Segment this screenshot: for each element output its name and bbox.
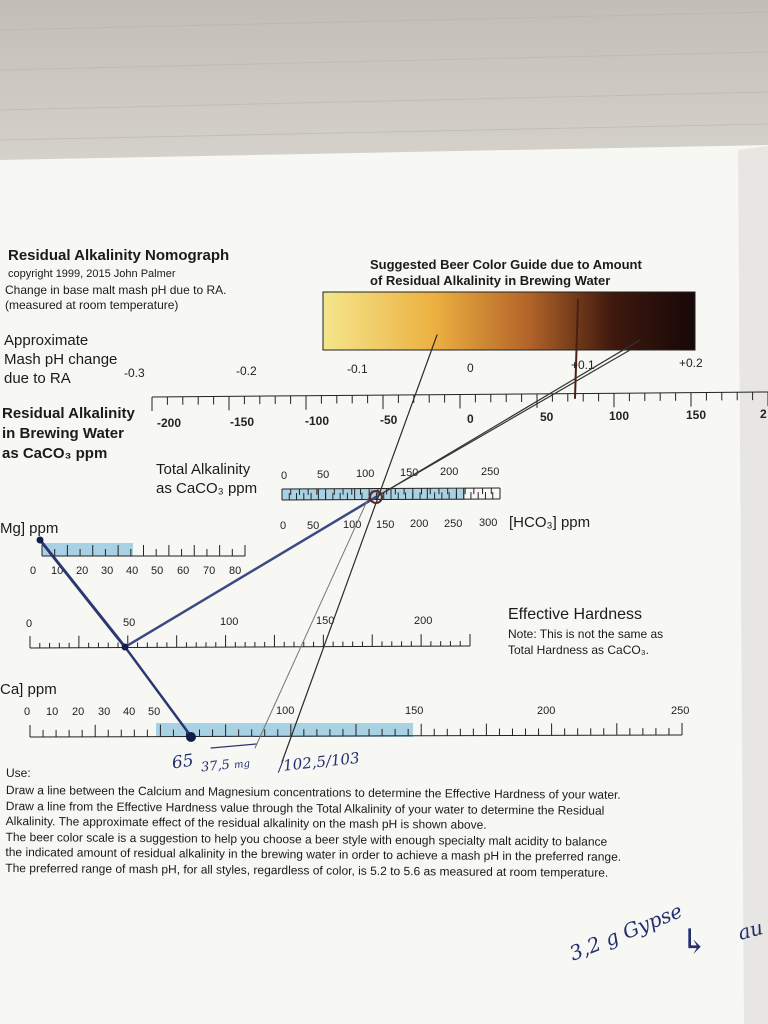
ta-tick: 50	[317, 469, 330, 481]
color-guide-title-2: of Residual Alkalinity in Brewing Water	[370, 273, 611, 288]
ca-tick: 50	[148, 706, 161, 718]
eh-point	[122, 644, 129, 651]
usage-line: the indicated amount of residual alkalinity in the brewing water in order to achieve a mash pH in the preferred range.	[5, 845, 622, 865]
ca-tick: 0	[24, 706, 31, 718]
ca-tick: 40	[123, 706, 136, 718]
copyright: copyright 1999, 2015 John Palmer	[8, 268, 176, 280]
usage-line: Draw a line from the Effective Hardness value through the Total Alkalinity of your water to determine the Residual	[5, 798, 605, 818]
ra-tick: 100	[609, 409, 630, 423]
ra-tick: 50	[540, 410, 554, 424]
diff-arrow	[211, 744, 256, 748]
ra-label-3: as CaCO₃ ppm	[2, 445, 108, 462]
color-marker-line	[575, 300, 578, 398]
ph-tick: -0.1	[347, 362, 368, 376]
hand-corner: au	[735, 915, 766, 945]
eh-note-2: Total Hardness as CaCO₃.	[508, 643, 649, 657]
ca-tick: 150	[405, 705, 424, 717]
ra-tick: 0	[467, 412, 474, 426]
ra-label-2: in Brewing Water	[2, 425, 124, 442]
ta-tick: 250	[481, 466, 500, 478]
ra-label-1: Residual Alkalinity	[2, 405, 135, 422]
subtitle-line-2: (measured at room temperature)	[5, 298, 179, 312]
ca-tick: 100	[276, 705, 295, 717]
hand-ca-target: /102,5/103	[277, 748, 361, 776]
ra-tick: -150	[230, 415, 255, 429]
hco3-tick: 50	[307, 520, 320, 532]
ca-pencil-line	[255, 490, 372, 748]
mg-tick: 50	[151, 565, 164, 577]
hco3-tick: 200	[410, 518, 429, 530]
ph-tick: -0.2	[236, 364, 257, 378]
eh-to-ta-line	[125, 497, 376, 647]
ta-tick: 200	[440, 466, 459, 478]
ra-tick: 2	[760, 407, 767, 421]
eh-note-1: Note: This is not the same as	[508, 627, 664, 641]
ca-label: Ca] ppm	[0, 681, 57, 698]
hco3-tick: 300	[479, 517, 498, 529]
eh-tick: 100	[220, 616, 239, 628]
ra-tick: -200	[157, 416, 182, 430]
ph-tick: -0.3	[124, 366, 145, 380]
hco3-label: [HCO₃] ppm	[509, 514, 591, 531]
hco3-tick: 100	[343, 519, 362, 531]
eh-to-ca-line	[125, 647, 190, 735]
mg-tick: 70	[203, 565, 216, 577]
ta-tick: 150	[400, 467, 419, 479]
ph-label-2: Mash pH change	[4, 351, 118, 368]
usage-paragraph	[5, 783, 621, 881]
ta-to-ra-line-2	[376, 340, 640, 497]
hand-ca-value: 65	[170, 750, 195, 774]
color-guide-title-1: Suggested Beer Color Guide due to Amount	[370, 257, 642, 272]
eh-tick: 150	[316, 615, 335, 627]
hco3-tick: 150	[376, 519, 395, 531]
ph-tick: +0.1	[571, 358, 595, 372]
ta-label-2: as CaCO₃ ppm	[156, 480, 258, 497]
mg-tick: 80	[229, 565, 242, 577]
hand-arrow: ↳	[680, 922, 709, 962]
mg-tick: 10	[51, 565, 64, 577]
ph-tick: +0.2	[679, 356, 703, 370]
ca-tick: 200	[537, 705, 556, 717]
mg-tick: 60	[177, 565, 190, 577]
ta-label-1: Total Alkalinity	[156, 461, 251, 478]
mg-tick: 0	[30, 565, 37, 577]
usage-line: Alkalinity. The approximate effect of the residual alkalinity on the mash pH is shown above.	[5, 814, 487, 832]
usage-line: Draw a line between the Calcium and Magnesium concentrations to determine the Effective Hardness of your water.	[5, 783, 621, 802]
ca-tick: 20	[72, 706, 85, 718]
ca-tick: 30	[98, 706, 111, 718]
subtitle-line-1: Change in base malt mash pH due to RA.	[5, 283, 227, 297]
ta-tick: 0	[281, 470, 288, 482]
eh-label: Effective Hardness	[508, 606, 642, 623]
eh-tick: 200	[414, 615, 433, 627]
ta-tick: 100	[356, 468, 375, 480]
usage-title: Use:	[6, 766, 31, 780]
page-title: Residual Alkalinity Nomograph	[8, 247, 230, 264]
mg-tick: 30	[101, 565, 114, 577]
mg-tick: 20	[76, 565, 89, 577]
eh-tick: 50	[123, 617, 136, 629]
ra-tick: -100	[305, 414, 330, 428]
usage-line: The preferred range of mash pH, for all styles, regardless of color, is 5.2 to 5.6 as measured at room temperature.	[5, 860, 609, 880]
hand-gypsum: 3,2 g Gypse	[565, 898, 686, 966]
mg-label: Mg] ppm	[0, 520, 59, 537]
ca-tick: 250	[671, 705, 690, 717]
hco3-tick: 250	[444, 518, 463, 530]
ca-point	[186, 732, 196, 742]
mg-point	[37, 537, 44, 544]
usage-line: The beer color scale is a suggestion to help you choose a beer style with enough specialty malt acidity to balance	[5, 829, 608, 849]
ph-label-3: due to RA	[4, 370, 71, 387]
ph-label-1: Approximate	[4, 332, 89, 349]
ph-tick: 0	[467, 361, 474, 375]
mg-to-eh-line	[40, 540, 125, 647]
mg-tick: 40	[126, 565, 139, 577]
hand-diff: 37,5 mg	[200, 757, 251, 776]
eh-tick: 0	[26, 618, 33, 630]
ca-tick: 10	[46, 706, 59, 718]
ra-tick: 150	[686, 408, 707, 422]
hco3-tick: 0	[280, 520, 287, 532]
ra-tick: -50	[380, 413, 398, 427]
ca-target-line	[282, 335, 437, 762]
